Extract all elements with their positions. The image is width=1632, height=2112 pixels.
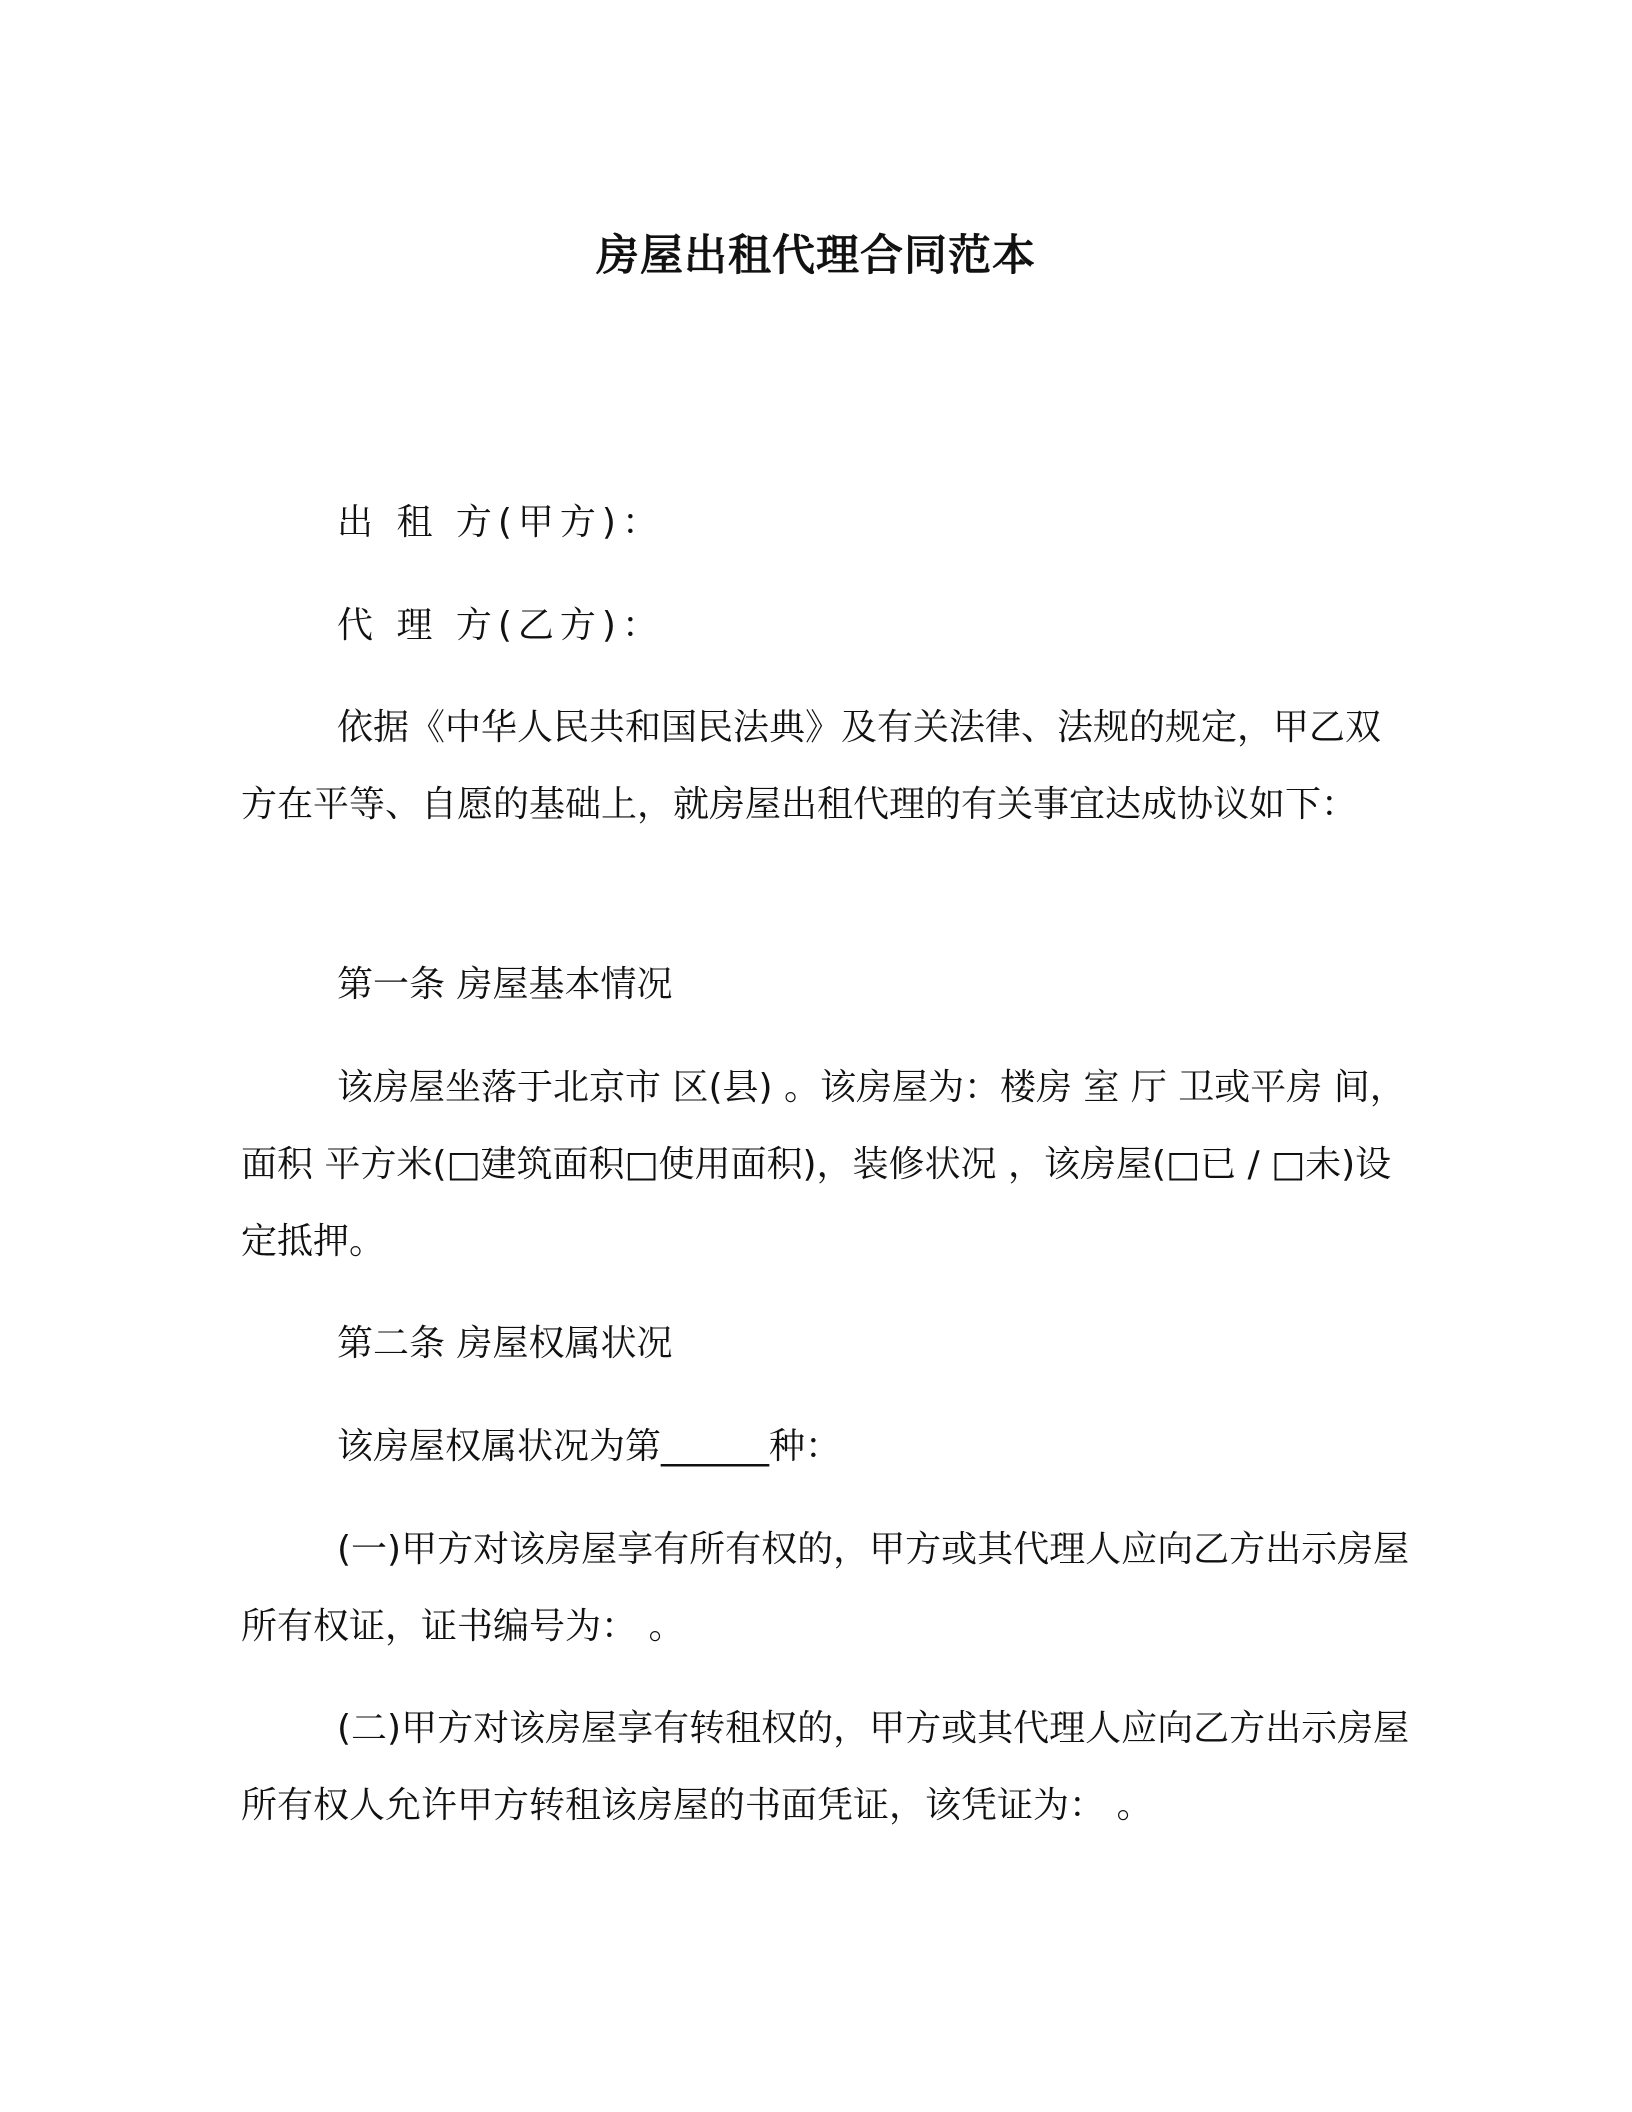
clause-2: (二)甲方对该房屋享有转租权的，甲方或其代理人应向乙方出示房屋所有权人允许甲方转租该房屋的书面凭证，该凭证为： 。: [241, 1708, 1410, 1826]
article1-heading: 第一条 房屋基本情况: [337, 964, 673, 1005]
article1-body: 该房屋坐落于北京市 区(县) 。该房屋为：楼房 室 厅 卫或平房 间，面积 平方米(□建筑面积□使用面积)，装修状况 ，该房屋(□已 / □未)设定抵押。: [241, 1067, 1406, 1262]
clause-1: (一)甲方对该房屋享有所有权的，甲方或其代理人应向乙方出示房屋所有权证，证书编号为： 。: [241, 1529, 1410, 1647]
intro-paragraph: 依据《中华人民共和国民法典》及有关法律、法规的规定，甲乙双方在平等、自愿的基础上，就房屋出租代理的有关事宜达成协议如下：: [241, 707, 1382, 825]
article2-body: 该房屋权属状况为第______种：: [337, 1426, 842, 1467]
document-title: 房屋出租代理合同范本: [596, 231, 1036, 281]
party-b-line: 代 理 方(乙方)：: [337, 605, 664, 646]
article2-heading: 第二条 房屋权属状况: [337, 1323, 673, 1364]
party-a-line: 出 租 方(甲方)：: [337, 502, 664, 543]
